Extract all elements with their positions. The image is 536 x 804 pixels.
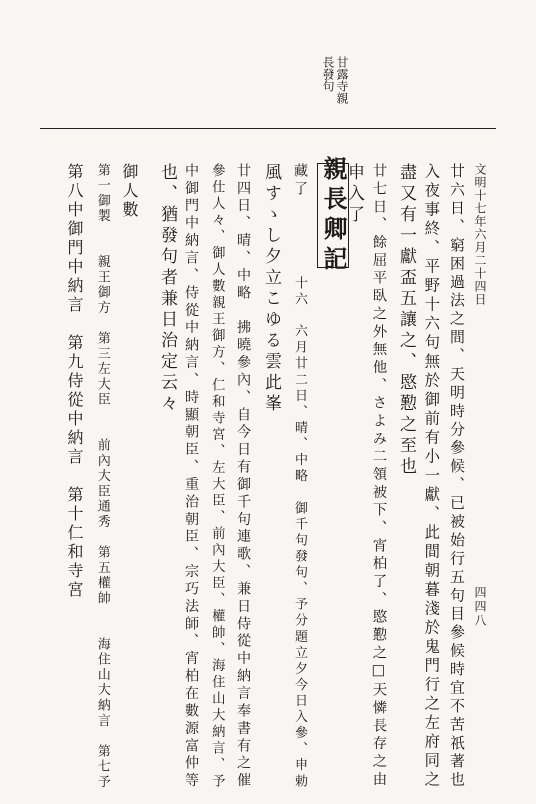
section-title-box	[317, 155, 349, 276]
header-rule	[40, 128, 496, 129]
running-header	[298, 56, 350, 126]
header-line-2: 長發句	[321, 56, 335, 92]
header-line-1: 甘露寺親	[335, 56, 349, 104]
section-title: 親長卿記	[319, 155, 348, 276]
document-page: 甘露寺親 長發句 文明十七年六月二十四日 四四八 廿六日、窮困過法之間、天明時分參候、已被始行五句目參候時宜不苦祇著也 入夜事終、平野十六句無於御前有小一獻、此間朝暮淺於鬼門行之左府同之 盡又有一獻盃五讓之、愍懃之至也 廿七日、餘屈平臥之外無他、さよみ二領被下、宵柏了、愍懃之□天憐長存之由 申入了 親長卿記 十六 六月廿二日、晴、中略 御千句發句、予分題立夕今日入參、申勅 藏了 風すゝし夕立こゆる雲此峯 廿四日、晴、中略 拂曉參內、自今日有御千句連歌、兼日侍從中納言奉書有之催 參仕人々、御人數親王御方、仁和寺宮、左大臣、前內大臣、權帥、海住山大納言、予 中御門中納言、侍從中納言、時顯朝臣、重治朝臣、宗巧法師、宵柏在數源富仲等 也、猶發句者兼日治定云々 御人數 第一御製 親王御方 第三左大臣 前內大臣通秀 第五權帥 海住山大納言 第七予 第八中御門中納言 第九侍從中納言 第十仁和寺宮	[0, 0, 536, 804]
